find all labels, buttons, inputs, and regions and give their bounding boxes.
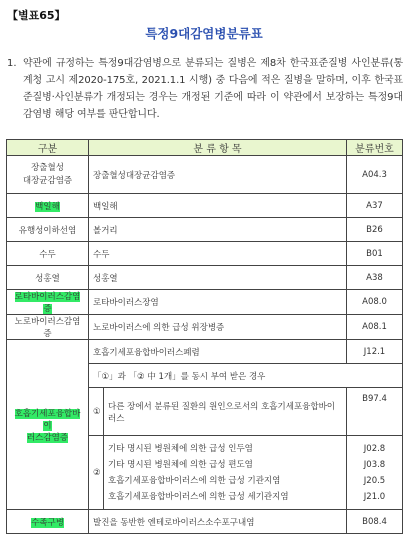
table-row <box>7 242 403 266</box>
category-line: 장출혈성 <box>31 162 64 173</box>
table-header-row <box>7 140 403 156</box>
table-row <box>7 290 403 315</box>
sub-marker-2: ② <box>89 436 104 510</box>
category-cell: 성홍열 <box>7 266 89 290</box>
sub-code-line: J03.8 <box>363 459 386 470</box>
item-cell: 장출혈성대장균감염증 <box>89 156 347 194</box>
category-cell <box>7 156 89 194</box>
code-cell: A38 <box>347 266 403 290</box>
code-cell: J12.1 <box>347 340 403 364</box>
code-cell: B08.4 <box>347 510 403 534</box>
item-cell: 성홍열 <box>89 266 347 290</box>
category-line: 대장균감염증 <box>22 175 73 186</box>
item-cell: 다른 장에서 분류된 질환의 원인으로서의 호흡기세포융합바이러스 <box>104 388 347 436</box>
highlighted-category: 호흡기세포융합바이 <box>14 408 81 431</box>
table-row <box>7 156 403 194</box>
header-item: 분 류 항 목 <box>89 140 347 156</box>
item-cell: 발진을 동반한 엔테로바이러스소수포구내염 <box>89 510 347 534</box>
intro-number: 1. <box>7 58 17 69</box>
sub-marker-1: ① <box>89 388 104 436</box>
intro-paragraph <box>7 55 403 123</box>
category-cell <box>7 340 89 510</box>
code-cell: B26 <box>347 218 403 242</box>
code-cell: B97.4 <box>347 388 403 436</box>
sub-code-line: J21.0 <box>363 491 386 502</box>
category-cell <box>7 510 89 534</box>
item-cell: 로타바이러스장염 <box>89 290 347 315</box>
code-cell: A08.0 <box>347 290 403 315</box>
code-cell: A08.1 <box>347 315 403 340</box>
table-row <box>7 510 403 534</box>
code-cell: A37 <box>347 194 403 218</box>
sub-item-line: 기타 명시된 병원체에 의한 급성 인두염 <box>108 443 253 454</box>
table-row <box>7 266 403 290</box>
sub-item-line: 기타 명시된 병원체에 의한 급성 편도염 <box>108 459 253 470</box>
header-code: 분류번호 <box>347 140 403 156</box>
code-cell: A04.3 <box>347 156 403 194</box>
category-cell <box>7 290 89 315</box>
highlighted-category: 백일해 <box>35 201 60 212</box>
table-row <box>7 315 403 340</box>
sub-item-line: 호흡기세포융합바이러스에 의한 급성 세기관지염 <box>108 491 289 502</box>
condition-cell: 「①」과 「② 中 1개」를 동시 부여 받은 경우 <box>89 364 403 388</box>
sub-code-line: J02.8 <box>363 443 386 454</box>
item-cell: 노로바이러스에 의한 급성 위장병증 <box>89 315 347 340</box>
highlighted-category: 러스감염증 <box>26 432 69 443</box>
code-cell: B01 <box>347 242 403 266</box>
code-cell <box>347 436 403 510</box>
document-title: 특정9대감염병분류표 <box>145 26 263 41</box>
item-cell: 볼거리 <box>89 218 347 242</box>
item-cell <box>104 436 347 510</box>
header-category: 구분 <box>7 140 89 156</box>
annex-tag: 【별표65】 <box>7 9 66 22</box>
item-cell: 수두 <box>89 242 347 266</box>
table-row <box>7 340 403 364</box>
table-row <box>7 194 403 218</box>
item-cell: 호흡기세포융합바이러스폐렴 <box>89 340 347 364</box>
category-cell: 수두 <box>7 242 89 266</box>
category-cell <box>7 194 89 218</box>
intro-text: 약관에 규정하는 특정9대감염병으로 분류되는 질병은 제8차 한국표준질병 사인분류(통계청 고시 제2020-175호, 2021.1.1 시행) 중 다음에 적은 질병을 말하며, 이후 한국표준질병·사인분류가 개정되는 경우는 개정된 기준에 따라 이 약관에서 보장하는 특정9대감염병 해당 여부를 판단합니다. <box>23 58 403 120</box>
sub-code-line: J20.5 <box>363 475 386 486</box>
category-cell: 유행성이하선염 <box>7 218 89 242</box>
category-cell: 노로바이러스감염증 <box>7 315 89 340</box>
highlighted-category: 로타바이러스감염증 <box>14 292 81 314</box>
item-cell: 백일해 <box>89 194 347 218</box>
highlighted-category: 수족구병 <box>31 517 64 528</box>
table-row <box>7 218 403 242</box>
disease-classification-table <box>6 139 403 534</box>
sub-item-line: 호흡기세포융합바이러스에 의한 급성 기관지염 <box>108 475 281 486</box>
